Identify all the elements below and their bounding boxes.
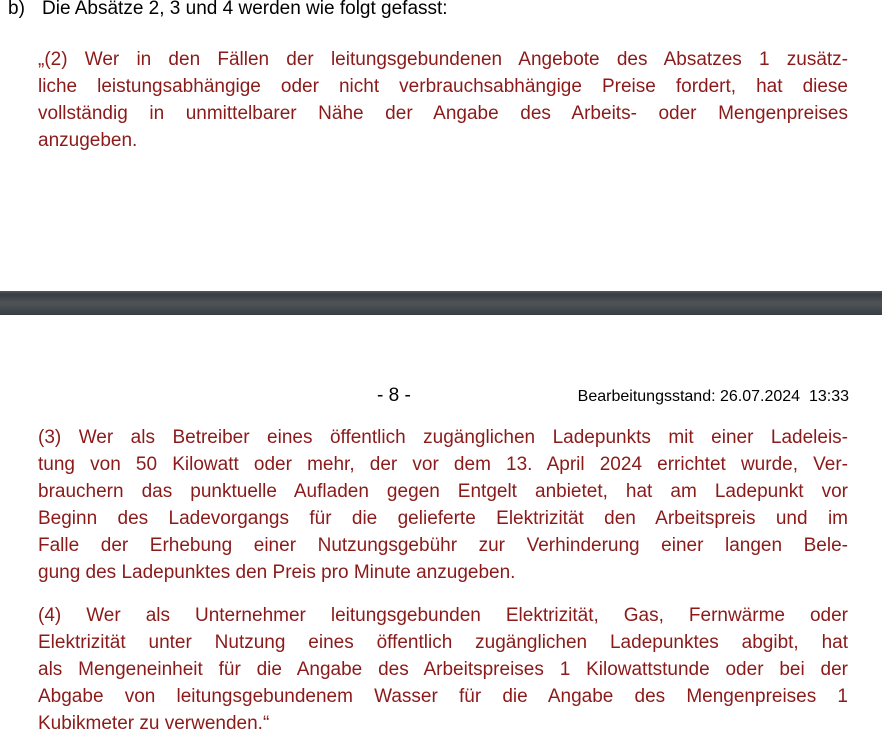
text-line: gung des Ladepunktes den Preis pro Minute anzugeben. [38, 562, 516, 583]
text-line: vollständig in unmittelbarer Nähe der Angabe des Arbeits- oder Mengenpreises [38, 103, 848, 124]
text-line: (4) Wer als Unternehmer leitungsgebunden Elektrizität, Gas, Fernwärme oder [38, 605, 848, 626]
text-line: Kubikmeter zu verwenden.“ [38, 713, 270, 734]
text-line: Beginn des Ladevorgangs für die gelieferte Elektrizität den Arbeitspreis und im [38, 508, 848, 529]
edit-status-timestamp: Bearbeitungsstand: 26.07.2024 13:33 [577, 388, 849, 405]
text-line: Abgabe von leitungsgebundenem Wasser für die Angabe des Mengenpreises 1 [38, 686, 848, 707]
text-line: als Mengeneinheit für die Angabe des Arbeitspreises 1 Kilowattstunde oder bei der [38, 659, 848, 680]
quoted-paragraph-3 [38, 424, 848, 586]
text-line: (3) Wer als Betreiber eines öffentlich zugänglichen Ladepunkts mit einer Ladeleis- [38, 427, 848, 448]
list-item-marker: b) [8, 0, 25, 19]
amendment-heading-text: Die Absätze 2, 3 und 4 werden wie folgt gefasst: [42, 0, 448, 19]
text-line: tung von 50 Kilowatt oder mehr, der vor dem 13. April 2024 errichtet wurde, Ver- [38, 454, 848, 475]
quoted-paragraph-4 [38, 602, 848, 737]
text-line: liche leistungsabhängige oder nicht verbrauchsabhängige Preise fordert, hat diese [38, 76, 848, 97]
amendment-heading [8, 0, 448, 22]
page-separator-bar [0, 291, 882, 315]
text-line: brauchern das punktuelle Aufladen gegen Entgelt anbietet, hat am Ladepunkt vor [38, 481, 848, 502]
text-line: Falle der Erhebung einer Nutzungsgebühr zur Verhinderung einer langen Bele- [38, 535, 848, 556]
text-line: „(2) Wer in den Fällen der leitungsgebundenen Angebote des Absatzes 1 zusätz- [38, 49, 848, 70]
page-number: - 8 - [377, 385, 411, 406]
quoted-paragraph-2 [38, 46, 848, 154]
text-line: anzugeben. [38, 130, 138, 151]
text-line: Elektrizität unter Nutzung eines öffentlich zugänglichen Ladepunktes abgibt, hat [38, 632, 848, 653]
